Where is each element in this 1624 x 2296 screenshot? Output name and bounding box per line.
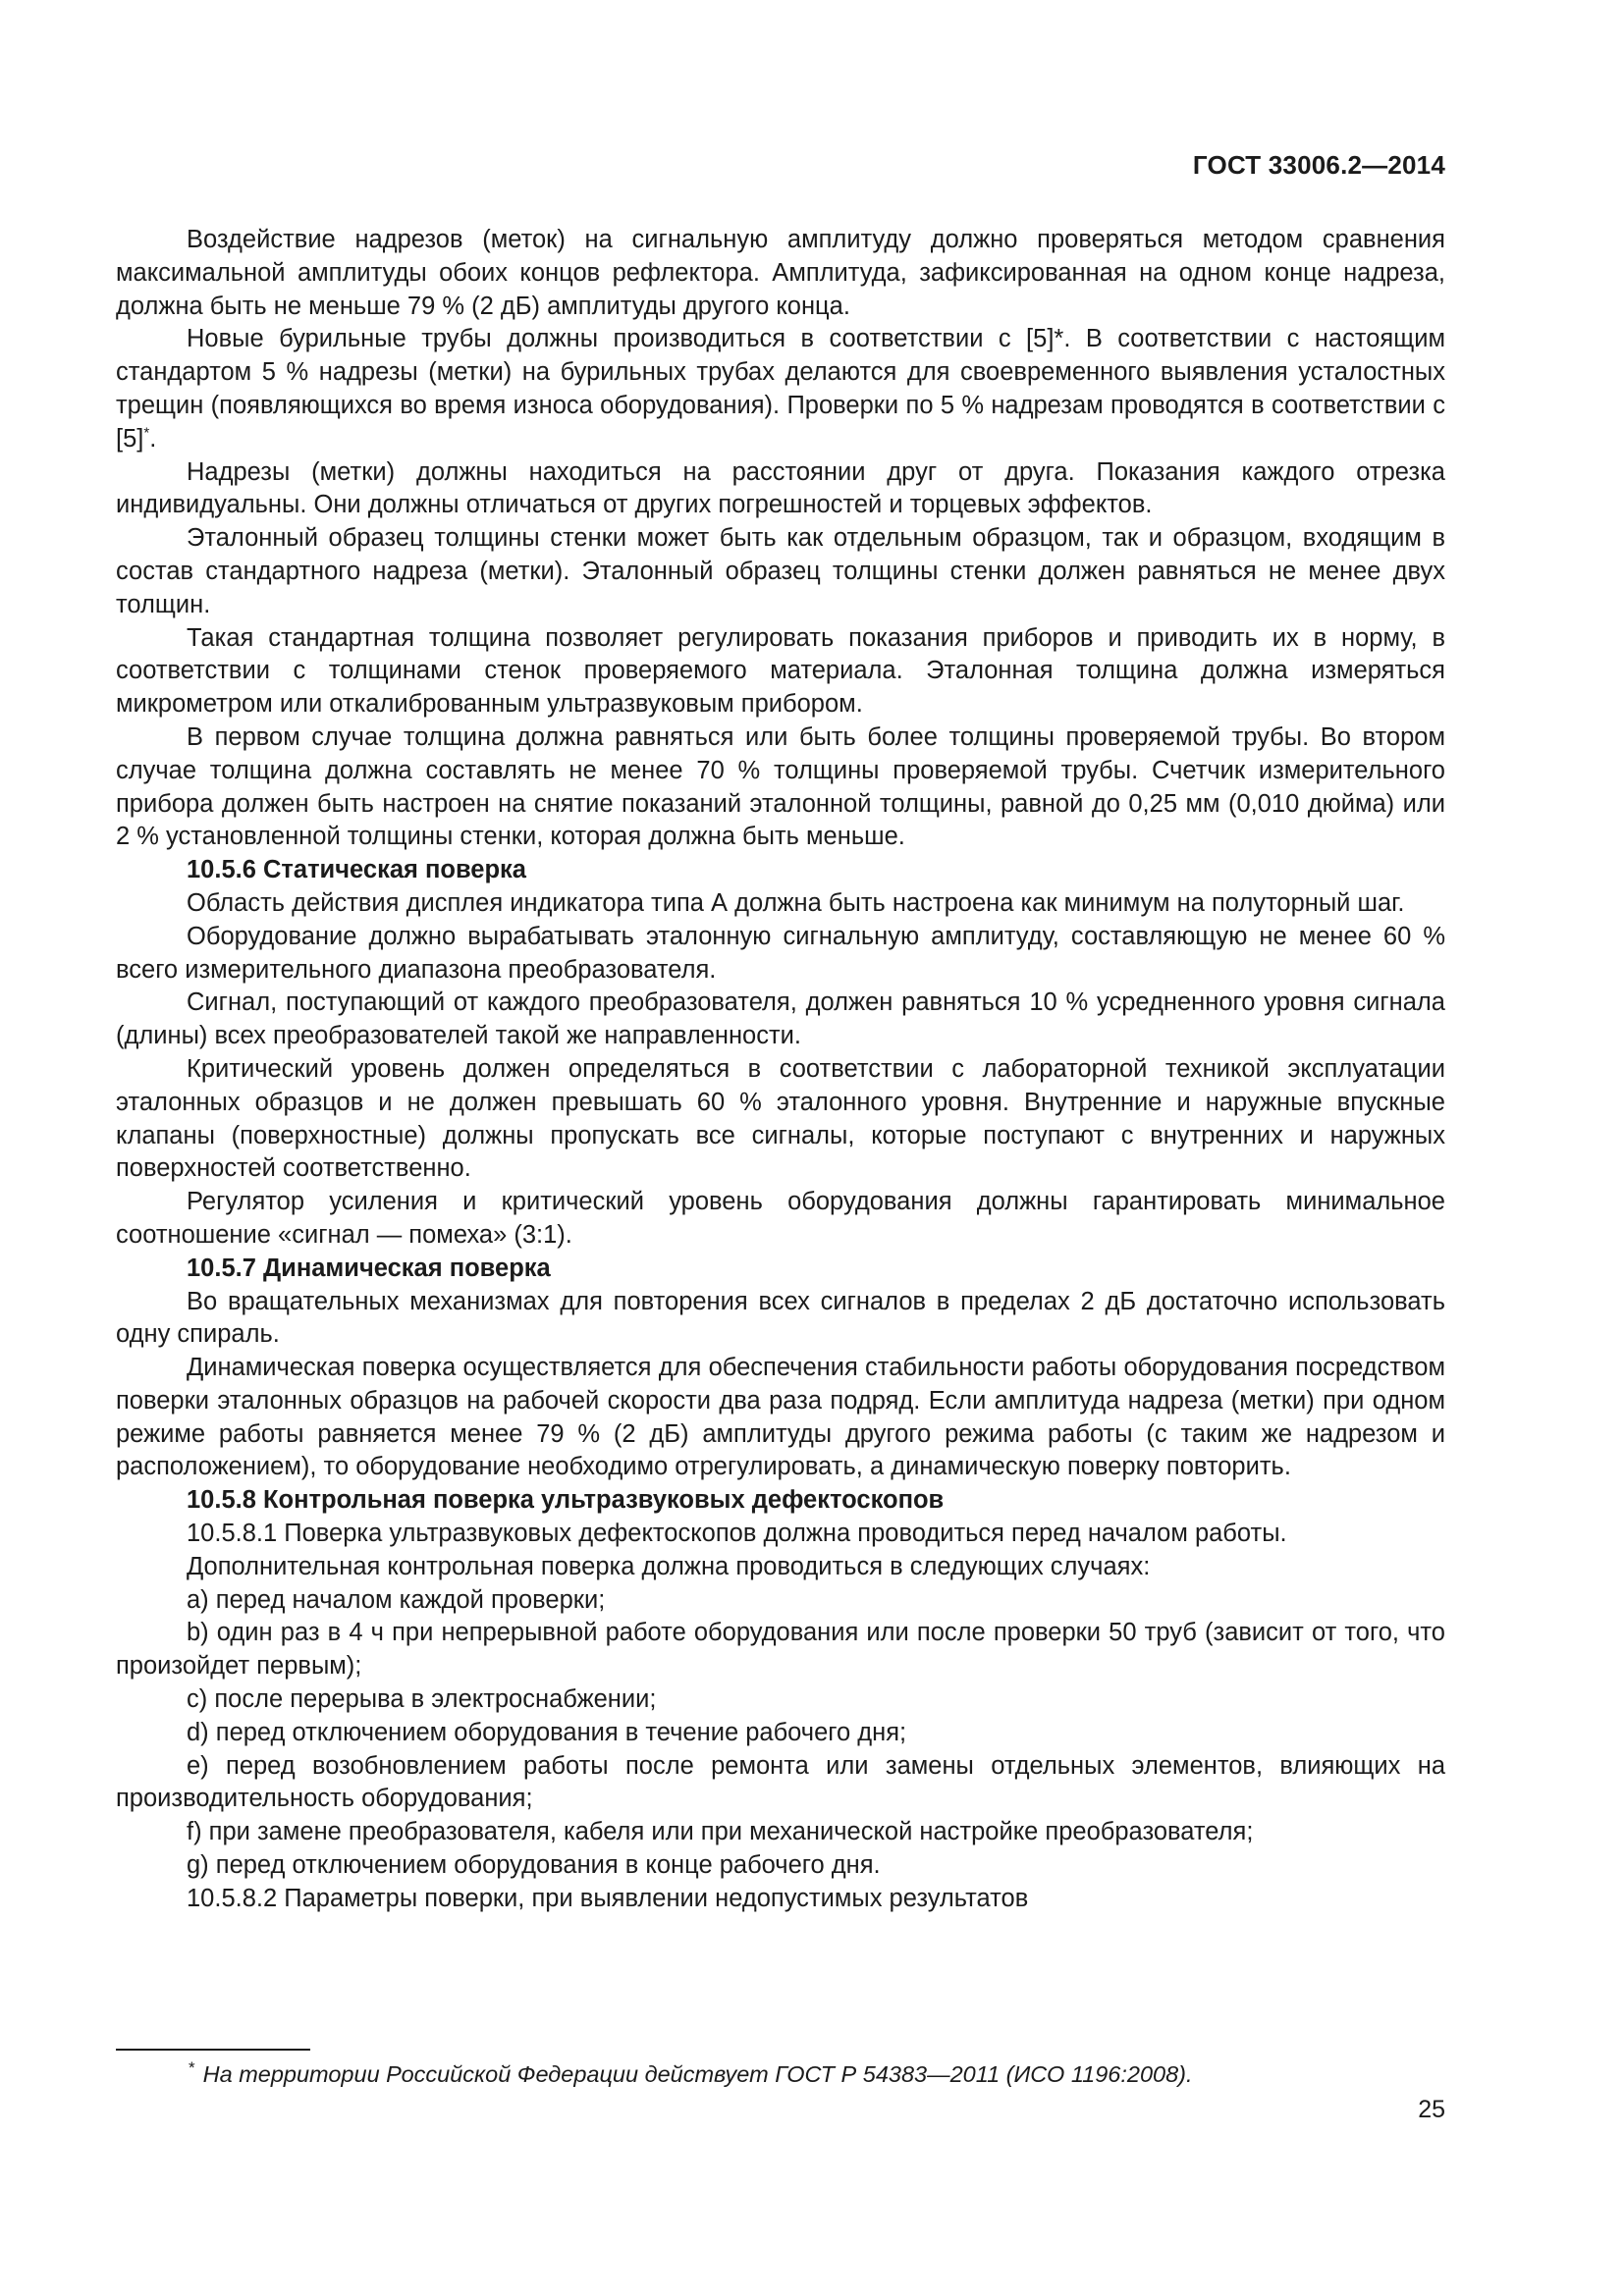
list-item: e) перед возобновлением работы после ремонта или замены отдельных элементов, влияющих на производительность оборудования; <box>116 1751 1445 1813</box>
document-header: ГОСТ 33006.2—2014 <box>1192 150 1445 180</box>
paragraph: Регулятор усиления и критический уровень оборудования должны гарантировать минимальное соотношение «сигнал — помеха» (3:1). <box>116 1188 1445 1249</box>
paragraph: Дополнительная контрольная поверка должна проводиться в следующих случаях: <box>187 1552 1151 1580</box>
section-heading: 10.5.8 Контрольная поверка ультразвуковых дефектоскопов <box>187 1486 945 1515</box>
paragraph: Воздействие надрезов (меток) на сигнальную амплитуду должно проверяться методом сравнения максимальной амплитуды обоих концов рефлектора. Амплитуда, зафиксированная на одном конце надреза, должна быть не меньше 79 % (2 дБ) амплитуды другого конца. <box>116 226 1445 320</box>
paragraph: В первом случае толщина должна равняться или быть более толщины проверяемой трубы. Во втором случае толщина должна составлять не менее 70 % толщины проверяемой трубы. Счетчик измерительного прибора должен быть настроен на снятие показаний эталонной толщины, равной до 0,25 мм (0,010 дюйма) или 2 % установленной толщины стенки, которая должна быть меньше. <box>116 722 1445 851</box>
footnote-divider <box>116 2049 310 2051</box>
paragraph: 10.5.8.2 Параметры поверки, при выявлении недопустимых результатов <box>187 1884 1029 1912</box>
section-heading: 10.5.7 Динамическая поверка <box>187 1254 551 1282</box>
list-item: d) перед отключением оборудования в течение рабочего дня; <box>187 1718 907 1746</box>
paragraph: Надрезы (метки) должны находиться на расстоянии друг от друга. Показания каждого отрезка индивидуальны. Они должны отличаться от других погрешностей и торцевых эффектов. <box>116 457 1445 519</box>
footnote-text: На территории Российской Федерации действует ГОСТ Р 54383—2011 (ИСО 1196:2008). <box>202 2061 1193 2087</box>
paragraph: Критический уровень должен определяться в соответствии с лабораторной техникой эксплуатации эталонных образцов и не должен превышать 60 % эталонного уровня. Внутренние и наружные впускные клапаны (поверхностные) должны пропускать все сигналы, которые поступают с внутренних и наружных поверхностей соответственно. <box>116 1054 1445 1183</box>
page-number: 25 <box>1418 2096 1445 2123</box>
paragraph: Новые бурильные трубы должны производиться в соответствии с [5]*. В соответствии с настоящим стандартом 5 % надрезы (метки) на бурильных трубах делаются для своевременного выявления усталостных трещин (появляющихся во время износа оборудования). Проверки по 5 % надрезам проводятся в соответствии с [5]*. <box>116 325 1445 453</box>
section-heading: 10.5.6 Статическая поверка <box>187 856 526 884</box>
footnote-reference: * <box>143 424 150 442</box>
paragraph: Область действия дисплея индикатора типа А должна быть настроена как минимум на полуторный шаг. <box>187 888 1405 917</box>
paragraph: Эталонный образец толщины стенки может быть как отдельным образцом, так и образцом, входящим в состав стандартного надреза (метки). Эталонный образец толщины стенки должен равняться не менее двух толщин. <box>116 524 1445 618</box>
list-item: b) один раз в 4 ч при непрерывной работе оборудования или после проверки 50 труб (зависит от того, что произойдет первым); <box>116 1619 1445 1681</box>
paragraph: Такая стандартная толщина позволяет регулировать показания приборов и приводить их в норму, в соответствии с толщинами стенок проверяемого материала. Эталонная толщина должна измеряться микрометром или откалиброванным ультразвуковым прибором. <box>116 623 1445 719</box>
paragraph: Во вращательных механизмах для повторения всех сигналов в пределах 2 дБ достаточно использовать одну спираль. <box>116 1287 1445 1349</box>
footnote-mark: * <box>189 2058 195 2078</box>
list-item: g) перед отключением оборудования в конце рабочего дня. <box>187 1851 881 1880</box>
paragraph: Оборудование должно вырабатывать эталонную сигнальную амплитуду, составляющую не менее 60 % всего измерительного диапазона преобразователя. <box>116 922 1445 984</box>
list-item: c) после перерыва в электроснабжении; <box>187 1685 657 1714</box>
list-item: f) при замене преобразователя, кабеля или при механической настройке преобразователя; <box>187 1818 1254 1846</box>
paragraph: Динамическая поверка осуществляется для обеспечения стабильности работы оборудования посредством поверки эталонных образцов на рабочей скорости два раза подряд. Если амплитуда надреза (метки) при одном режиме работы равняется менее 79 % (2 дБ) амплитуды другого режима работы (с таким же надрезом и расположением), то оборудование необходимо отрегулировать, а динамическую поверку повторить. <box>116 1354 1445 1481</box>
body-text <box>116 224 1445 1916</box>
paragraph: Сигнал, поступающий от каждого преобразователя, должен равняться 10 % усредненного уровня сигнала (длины) всех преобразователей такой же направленности. <box>116 988 1445 1050</box>
paragraph: 10.5.8.1 Поверка ультразвуковых дефектоскопов должна проводиться перед началом работы. <box>187 1520 1287 1548</box>
paragraph-text: Новые бурильные трубы должны производиться в соответствии с [5]*. В соответствии с настоящим стандартом 5 % надрезы (метки) на бурильных трубах делаются для своевременного выявления усталостных трещин (появляющихся во время износа оборудования). Проверки по 5 % надрезам проводятся в соответствии с [5] <box>116 325 1445 453</box>
footnote <box>189 2058 1193 2090</box>
list-item: а) перед началом каждой проверки; <box>187 1585 606 1614</box>
